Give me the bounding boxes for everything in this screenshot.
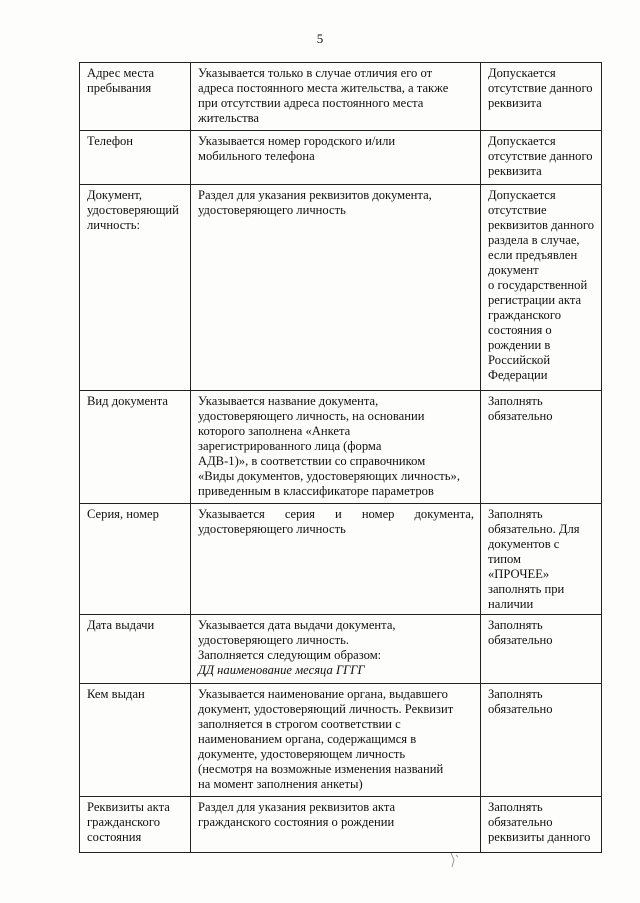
field-name-cell: Серия, номер	[80, 504, 191, 615]
table-row	[80, 391, 602, 504]
description-cell: Указывается название документа, удостоверяющего личность, на основании которого заполнена «Анкета зарегистрированного лица (форма АДВ-1)», в соответствии со справочником «Виды документов, удостоверяющих личность», приведенным в классификаторе параметров	[191, 391, 481, 504]
description-cell: Указывается наименование органа, выдавшего документ, удостоверяющий личность. Реквизит заполняется в строгом соответствии с наименованием органа, содержащимся в документе, удостоверяющем личность (несмотря на возможные изменения названий на момент заполнения анкеты)	[191, 684, 481, 797]
requirement-cell: Заполнять обязательно	[481, 684, 602, 797]
table-row	[80, 797, 602, 853]
description-cell: Указывается дата выдачи документа, удостоверяющего личность. Заполняется следующим образом: ДД наименование месяца ГГГГ	[191, 615, 481, 684]
requirement-cell: Заполнять обязательно. Для документов с типом «ПРОЧЕЕ» заполнять при наличии	[481, 504, 602, 615]
date-format-text: ДД наименование месяца ГГГГ	[198, 663, 365, 677]
table-row	[80, 131, 602, 185]
table-row	[80, 684, 602, 797]
requirement-cell: Заполнять обязательно реквизиты данного	[481, 797, 602, 853]
field-name-cell: Реквизиты акта гражданского состояния	[80, 797, 191, 853]
description-cell: Указывается серия и номер документа, удостоверяющего личность	[191, 504, 481, 615]
requirement-cell: Заполнять обязательно	[481, 615, 602, 684]
field-name-cell: Документ, удостоверяющий личность:	[80, 185, 191, 391]
table-row	[80, 63, 602, 131]
description-cell: Раздел для указания реквизитов документа, удостоверяющего личность	[191, 185, 481, 391]
scan-mark-icon	[448, 851, 462, 872]
requirement-cell: Заполнять обязательно	[481, 391, 602, 504]
field-name-cell: Кем выдан	[80, 684, 191, 797]
requirement-cell: Допускается отсутствие реквизитов данного раздела в случае, если предъявлен документ о государственной регистрации акта гражданского состояния о рождении в Российской Федерации	[481, 185, 602, 391]
requisites-table	[79, 62, 602, 853]
field-name-cell: Дата выдачи	[80, 615, 191, 684]
table-row	[80, 504, 602, 615]
field-name-cell: Адрес места пребывания	[80, 63, 191, 131]
page-number: 5	[316, 31, 324, 46]
field-name-cell: Вид документа	[80, 391, 191, 504]
description-cell: Указывается номер городского и/или мобильного телефона	[191, 131, 481, 185]
requirement-cell: Допускается отсутствие данного реквизита	[481, 131, 602, 185]
requirement-cell: Допускается отсутствие данного реквизита	[481, 63, 602, 131]
field-name-cell: Телефон	[80, 131, 191, 185]
table-row	[80, 185, 602, 391]
table-row	[80, 615, 602, 684]
description-cell: Указывается только в случае отличия его от адреса постоянного места жительства, а также при отсутствии адреса постоянного места жительства	[191, 63, 481, 131]
description-cell: Раздел для указания реквизитов акта гражданского состояния о рождении	[191, 797, 481, 853]
